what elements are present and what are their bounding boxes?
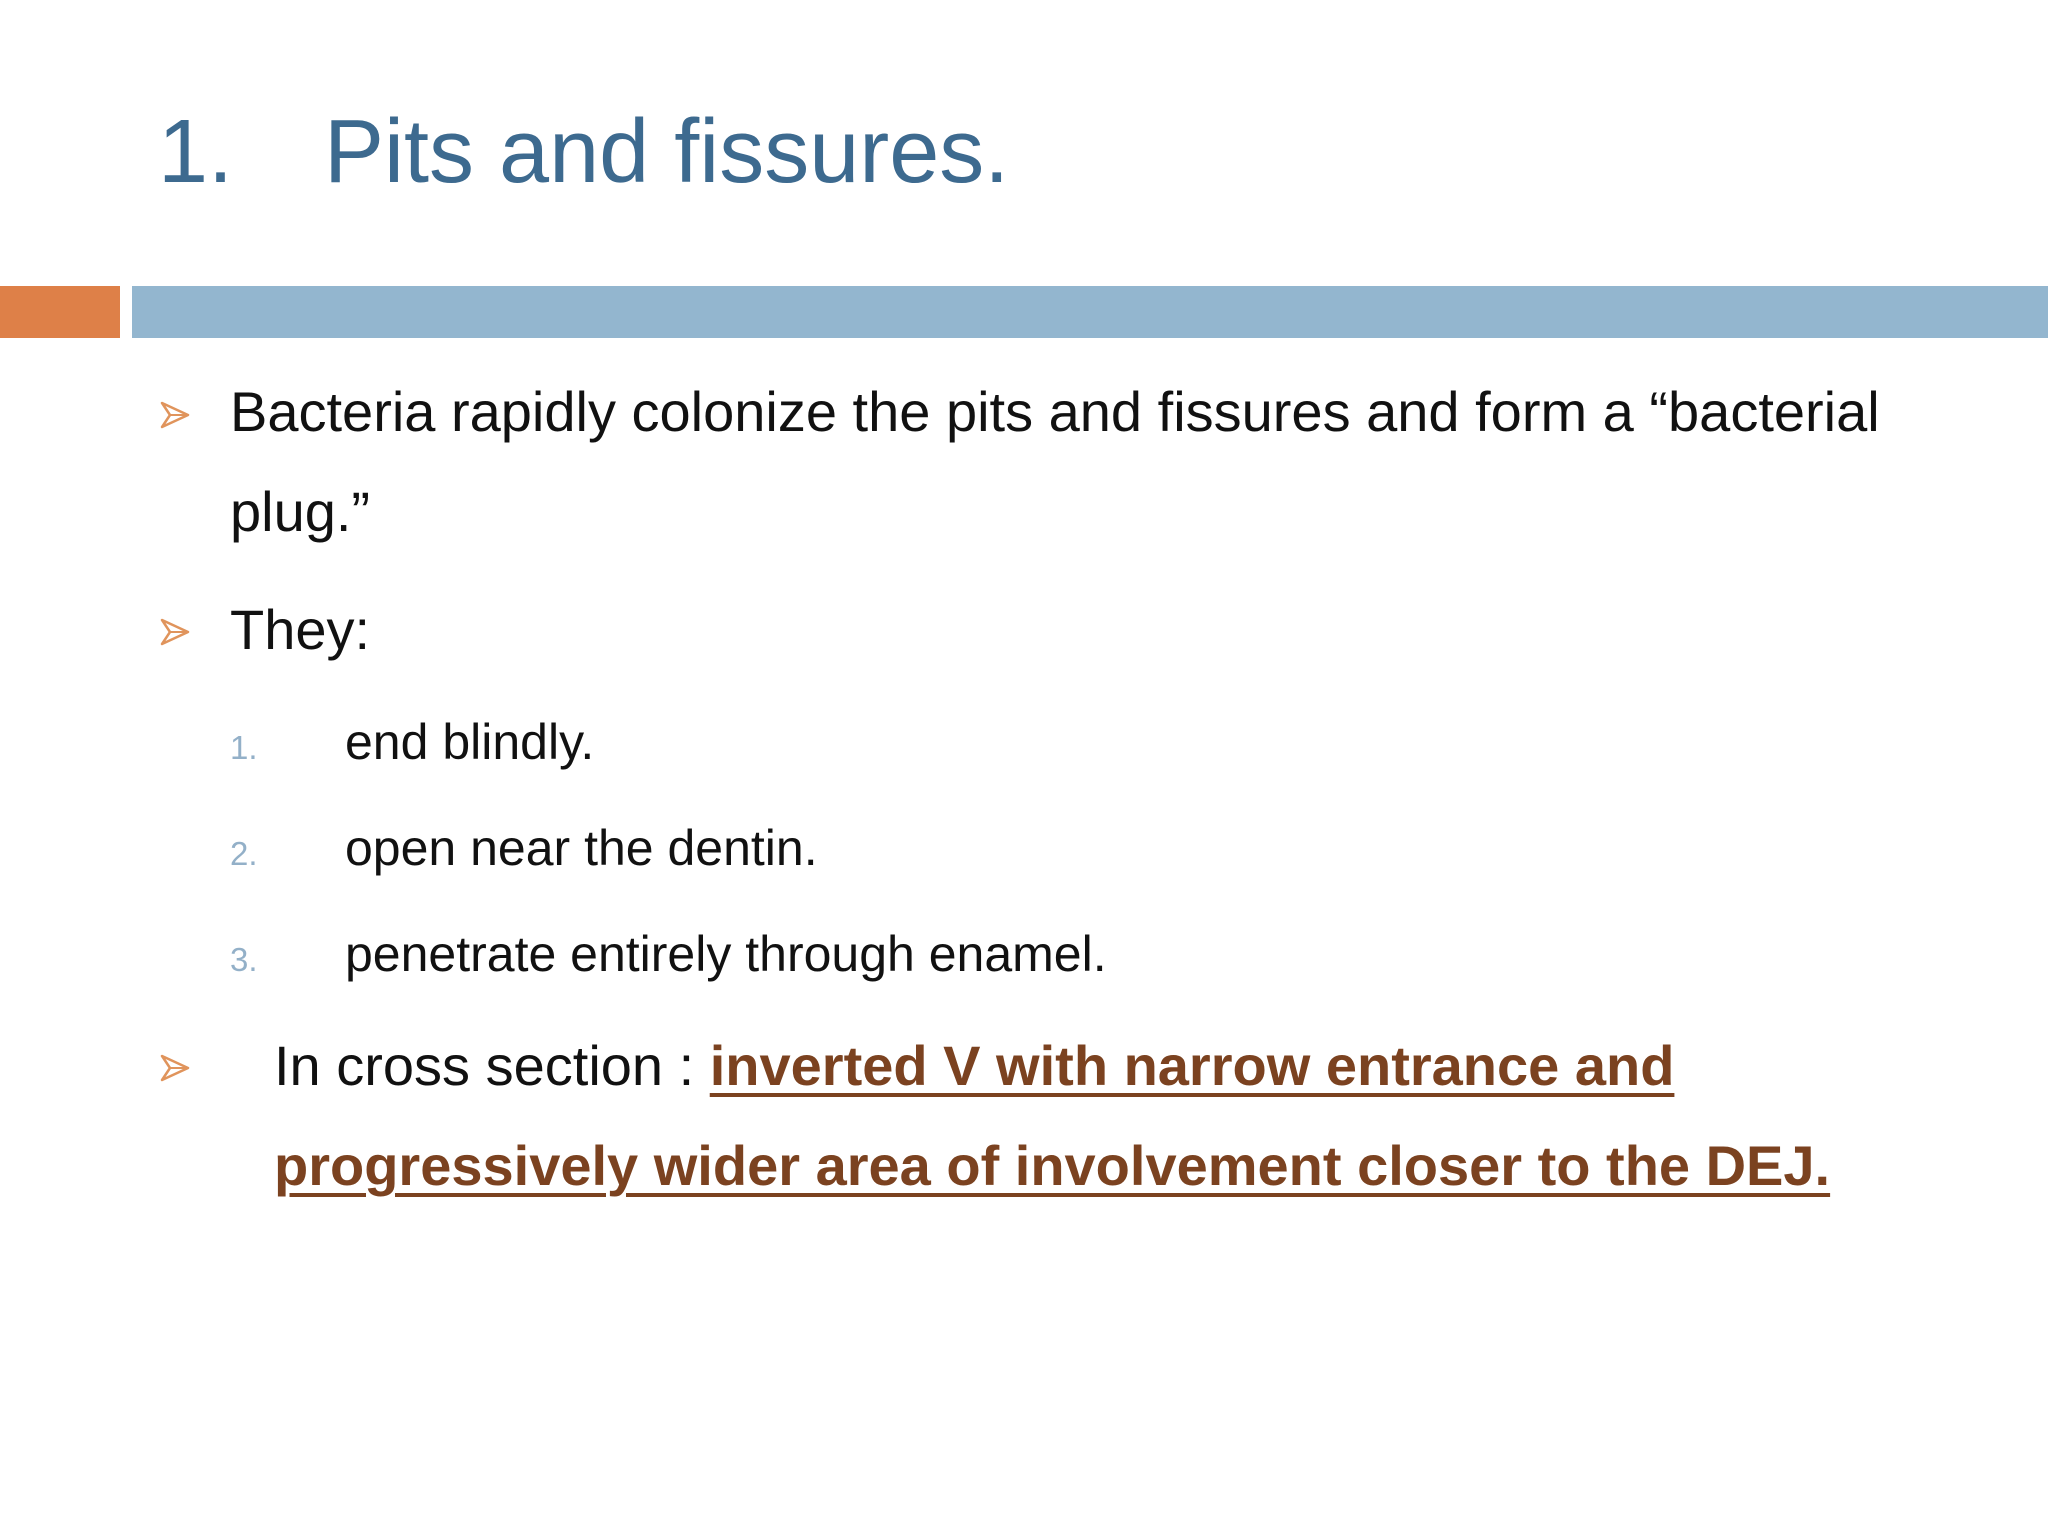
bullet-1-line-2: plug.” [230, 480, 371, 543]
bullet-2-text: They: [230, 598, 371, 661]
cross-section-line-1 [274, 1016, 1674, 1116]
arrow-bullet-icon [160, 400, 190, 430]
bullet-1-line-1: Bacteria rapidly colonize the pits and fissures and form a “bacterial [230, 380, 1880, 443]
list-item-2: open near the dentin. [345, 820, 818, 876]
title-number: 1. [158, 102, 234, 202]
list-number-1: 1. [230, 729, 258, 766]
list-number-3: 3. [230, 941, 258, 978]
arrow-bullet-icon [160, 1053, 190, 1083]
list-item-3: penetrate entirely through enamel. [345, 926, 1107, 982]
cross-section-line-2 [274, 1116, 1830, 1216]
cross-section-prefix: In cross section : [274, 1034, 710, 1097]
list-item-1: end blindly. [345, 714, 595, 770]
arrow-bullet-icon [160, 617, 190, 647]
list-number-2: 2. [230, 835, 258, 872]
title-text: Pits and fissures. [324, 102, 1010, 202]
cross-section-highlight-1: inverted V with narrow entrance and [709, 1034, 1675, 1097]
cross-section-highlight-2: progressively wider area of involvement closer to the DEJ. [274, 1134, 1831, 1197]
